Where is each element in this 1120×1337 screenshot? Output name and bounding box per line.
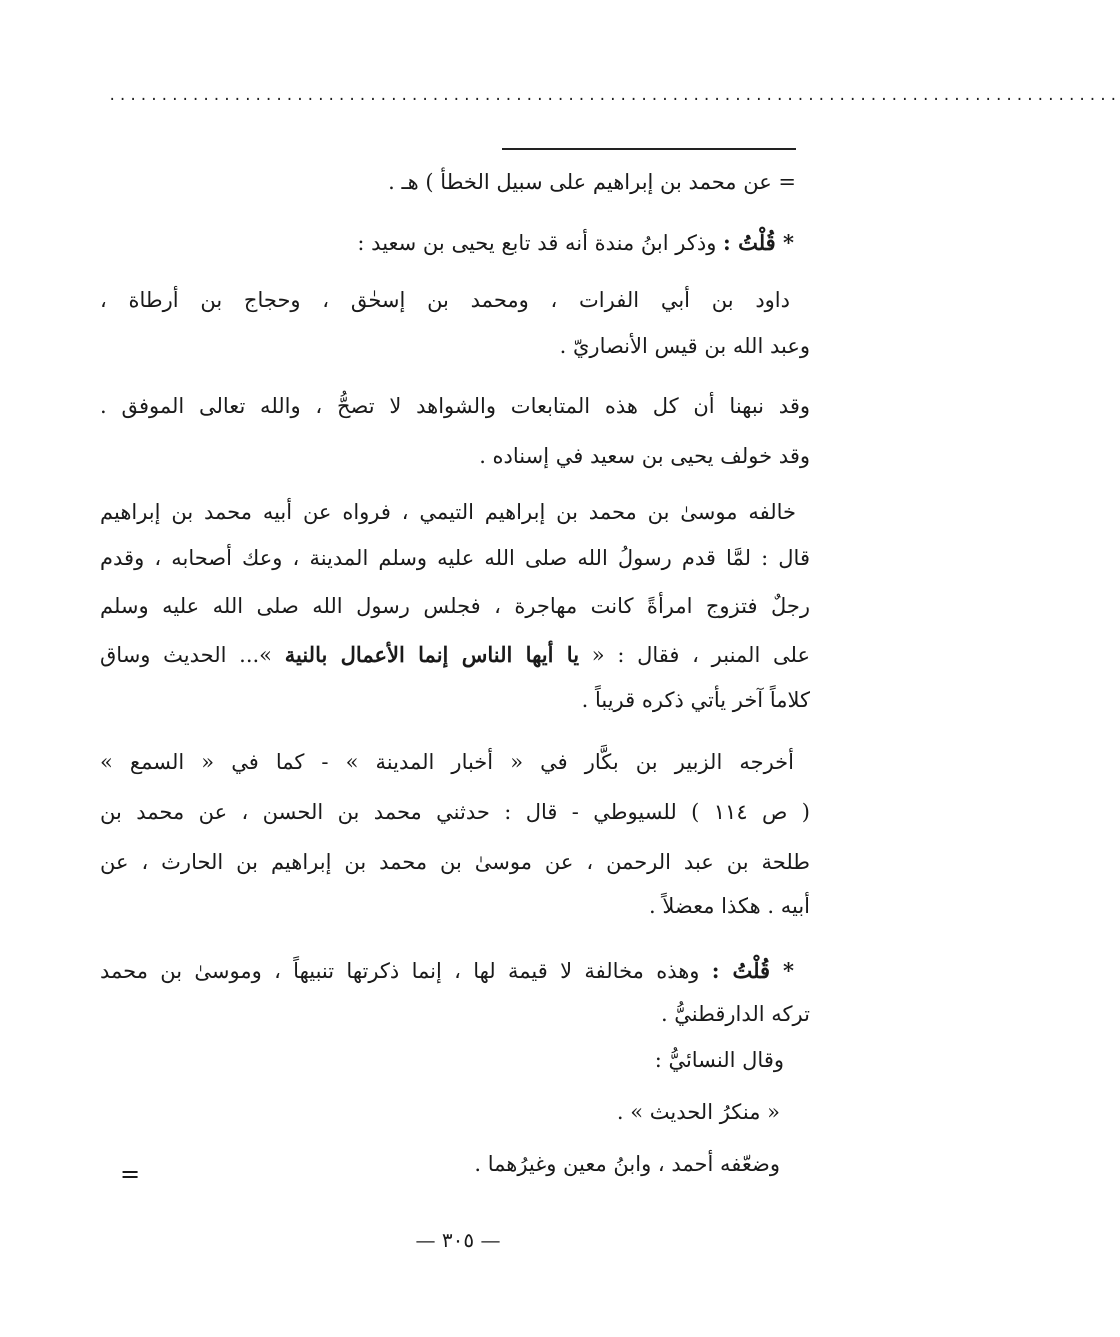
qultu-marker-2: * قُلْتُ :: [711, 958, 794, 983]
line-10: [100, 644, 810, 666]
hadith-quote: يا أيها الناس إنما الأعمال بالنية: [284, 642, 580, 667]
line-18: وقال النسائيُّ :: [654, 1048, 784, 1072]
line-19: « منكرُ الحديث » .: [616, 1100, 780, 1124]
line-2: [100, 232, 794, 254]
line-13: ( ص ١١٤ ) للسيوطي - قال : حدثني محمد بن الحسن ، عن محمد بن: [100, 800, 810, 824]
line-7: خالفه موسىٰ بن محمد بن إبراهيم التيمي ، فرواه عن أبيه محمد بن إبراهيم: [100, 500, 796, 524]
line-11: كلاماً آخر يأتي ذكره قريباً .: [581, 688, 810, 712]
line-2-text: وذكر ابنُ مندة أنه قد تابع يحيى بن سعيد :: [357, 231, 724, 255]
line-3: داود بن أبي الفرات ، ومحمد بن إسحٰق ، وحجاج بن أرطاة ،: [100, 288, 790, 312]
dotted-header: .................................................................................................: [108, 88, 1120, 104]
line-16-text: وهذه مخالفة لا قيمة لها ، إنما ذكرتها تنبيهاً ، وموسىٰ بن محمد: [100, 959, 712, 983]
line-15: أبيه . هكذا معضلاً .: [649, 894, 810, 918]
continuation-mark: =: [120, 1160, 141, 1188]
line-10-before: على المنبر ، فقال : «: [579, 643, 810, 667]
line-20: وضعّفه أحمد ، وابنُ معين وغيرُهما .: [474, 1152, 780, 1176]
qultu-marker: * قُلْتُ :: [723, 230, 794, 255]
line-17: تركه الدارقطنيُّ .: [660, 1002, 810, 1026]
line-14: طلحة بن عبد الرحمن ، عن موسىٰ بن محمد بن إبراهيم بن الحارث ، عن: [100, 850, 810, 874]
line-4: وعبد الله بن قيس الأنصاريّ .: [559, 334, 810, 358]
page-number: — ٣٠٥ —: [415, 1228, 501, 1252]
line-8: قال : لمَّا قدم رسولُ الله صلى الله عليه وسلم المدينة ، وعك أصحابه ، وقدم: [100, 546, 810, 570]
line-16: [100, 960, 794, 982]
line-9: رجلٌ فتزوج امرأةً كانت مهاجرة ، فجلس رسول الله صلى الله عليه وسلم: [100, 594, 810, 618]
line-12: أخرجه الزبير بن بكَّار في « أخبار المدينة » - كما في « السمع »: [100, 750, 794, 774]
line-6: وقد خولف يحيى بن سعيد في إسناده .: [479, 444, 810, 468]
line-5: وقد نبهنا أن كل هذه المتابعات والشواهد لا تصحُّ ، والله تعالى الموفق .: [100, 394, 810, 418]
footnote-rule: [502, 148, 796, 150]
line-10-after: »... الحديث وساق: [100, 643, 285, 667]
line-1: = عن محمد بن إبراهيم على سبيل الخطأ ) هـ .: [388, 170, 796, 194]
